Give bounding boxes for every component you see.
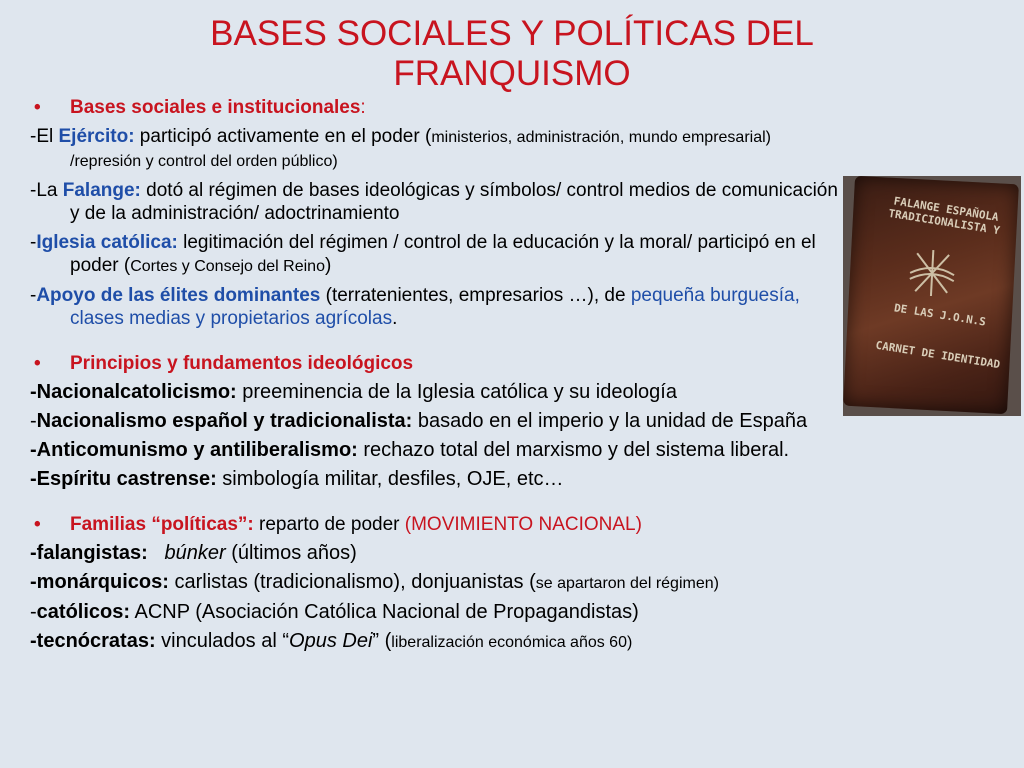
bullet-icon: • [34,514,41,535]
slide-content [30,96,845,654]
card-mid-text: DE LAS J.O.N.S [893,301,987,329]
section-heading-principios: • Principios y fundamentos ideológicos [34,353,414,374]
item-ejercito: -El Ejército: participó activamente en el poder (ministerios, administración, mundo empresarial) /represión y control del orden público) [30,126,771,170]
item-monarquicos: -monárquicos: carlistas (tradicionalismo), donjuanistas (se apartaron del régimen) [30,571,719,593]
bullet-icon: • [34,353,41,374]
section-heading-bases: • Bases sociales e institucionales: [34,97,366,118]
title-line-1: BASES SOCIALES Y POLÍTICAS DEL [210,14,814,53]
item-nacionalcatolicismo: -Nacionalcatolicismo: preeminencia de la Iglesia católica y su ideología [30,381,677,403]
item-nacionalismo: -Nacionalismo español y tradicionalista: basado en el imperio y la unidad de España [30,410,808,432]
item-falangistas: -falangistas: búnker (últimos años) [30,542,357,564]
item-espiritu-castrense: -Espíritu castrense: simbología militar, desfiles, OJE, etc… [30,468,564,490]
item-anticomunismo: -Anticomunismo y antiliberalismo: rechazo total del marxismo y del sistema liberal. [30,439,790,461]
item-catolicos: -católicos: ACNP (Asociación Católica Nacional de Propagandistas) [30,601,639,623]
card-top-text: FALANGE ESPAÑOLA TRADICIONALISTA Y [887,194,1001,238]
section-heading-familias: • Familias “políticas”: reparto de poder (MOVIMIENTO NACIONAL) [34,514,642,535]
falange-id-card-photo [843,176,1021,416]
item-iglesia: -Iglesia católica: legitimación del régimen / control de la educación y la moral/ participó en el poder (Cortes y Consejo del Reino) [30,232,816,276]
yoke-and-arrows-icon [901,246,964,299]
item-elites: -Apoyo de las élites dominantes (terratenientes, empresarios …), de pequeña burguesía, clases medias y propietarios agrícolas. [30,285,800,329]
item-falange: -La Falange: dotó al régimen de bases ideológicas y símbolos/ control medios de comunicación y de la administración/ adoctrinamiento [30,180,838,224]
slide-title [0,14,1024,94]
bullet-icon: • [34,97,41,118]
card-bottom-text: CARNET DE IDENTIDAD [874,338,1002,372]
title-line-2: FRANQUISMO [393,54,631,93]
item-tecnocratas: -tecnócratas: vinculados al “Opus Dei” (liberalización económica años 60) [30,630,633,652]
leather-card [843,176,1019,414]
